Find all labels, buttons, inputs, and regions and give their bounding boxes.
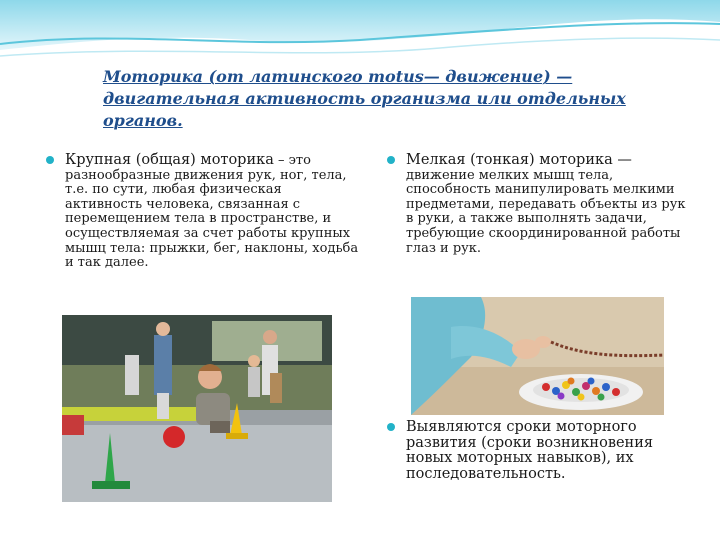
bullet-motor-periods: [406, 420, 676, 482]
bullet-fine-motor: [406, 153, 686, 256]
bullet-gross-text: – это разнообразные движения рук, ног, тела, т.е. по сути, любая физическая активность человека, связанная с перемещением тела в пространстве, и осуществляемая за счет работы крупных мышц тела: прыжки, бег, наклоны, ходьба и так далее.: [65, 153, 359, 271]
gym-children-photo: [62, 315, 332, 502]
bullet-gross-lead: Крупная (общая) моторика: [65, 152, 274, 168]
bullet-fine-text: движение мелких мышц тела, способность манипулировать мелкими предметами, передавать объекты из рук в руки, а также выполнять задачи, требующие скоординированной работы глаз и рук.: [406, 167, 686, 256]
header-wave-decoration: [0, 0, 720, 70]
bullet-gross-motor: [65, 153, 360, 271]
slide-title: Моторика (от латинского motus— движение) — двигательная активность организма или отдельных органов.: [103, 67, 626, 130]
bullet-fine-lead: Мелкая (тонкая) моторика —: [406, 152, 632, 168]
bullet-dot-icon: [387, 423, 395, 431]
bullet-dot-icon: [46, 156, 54, 164]
bullet-periods-text: Выявляются сроки моторного развития (сроки возникновения новых моторных навыков), их последовательность.: [406, 419, 654, 482]
bullet-dot-icon: [387, 156, 395, 164]
beads-hands-photo: [411, 297, 664, 415]
